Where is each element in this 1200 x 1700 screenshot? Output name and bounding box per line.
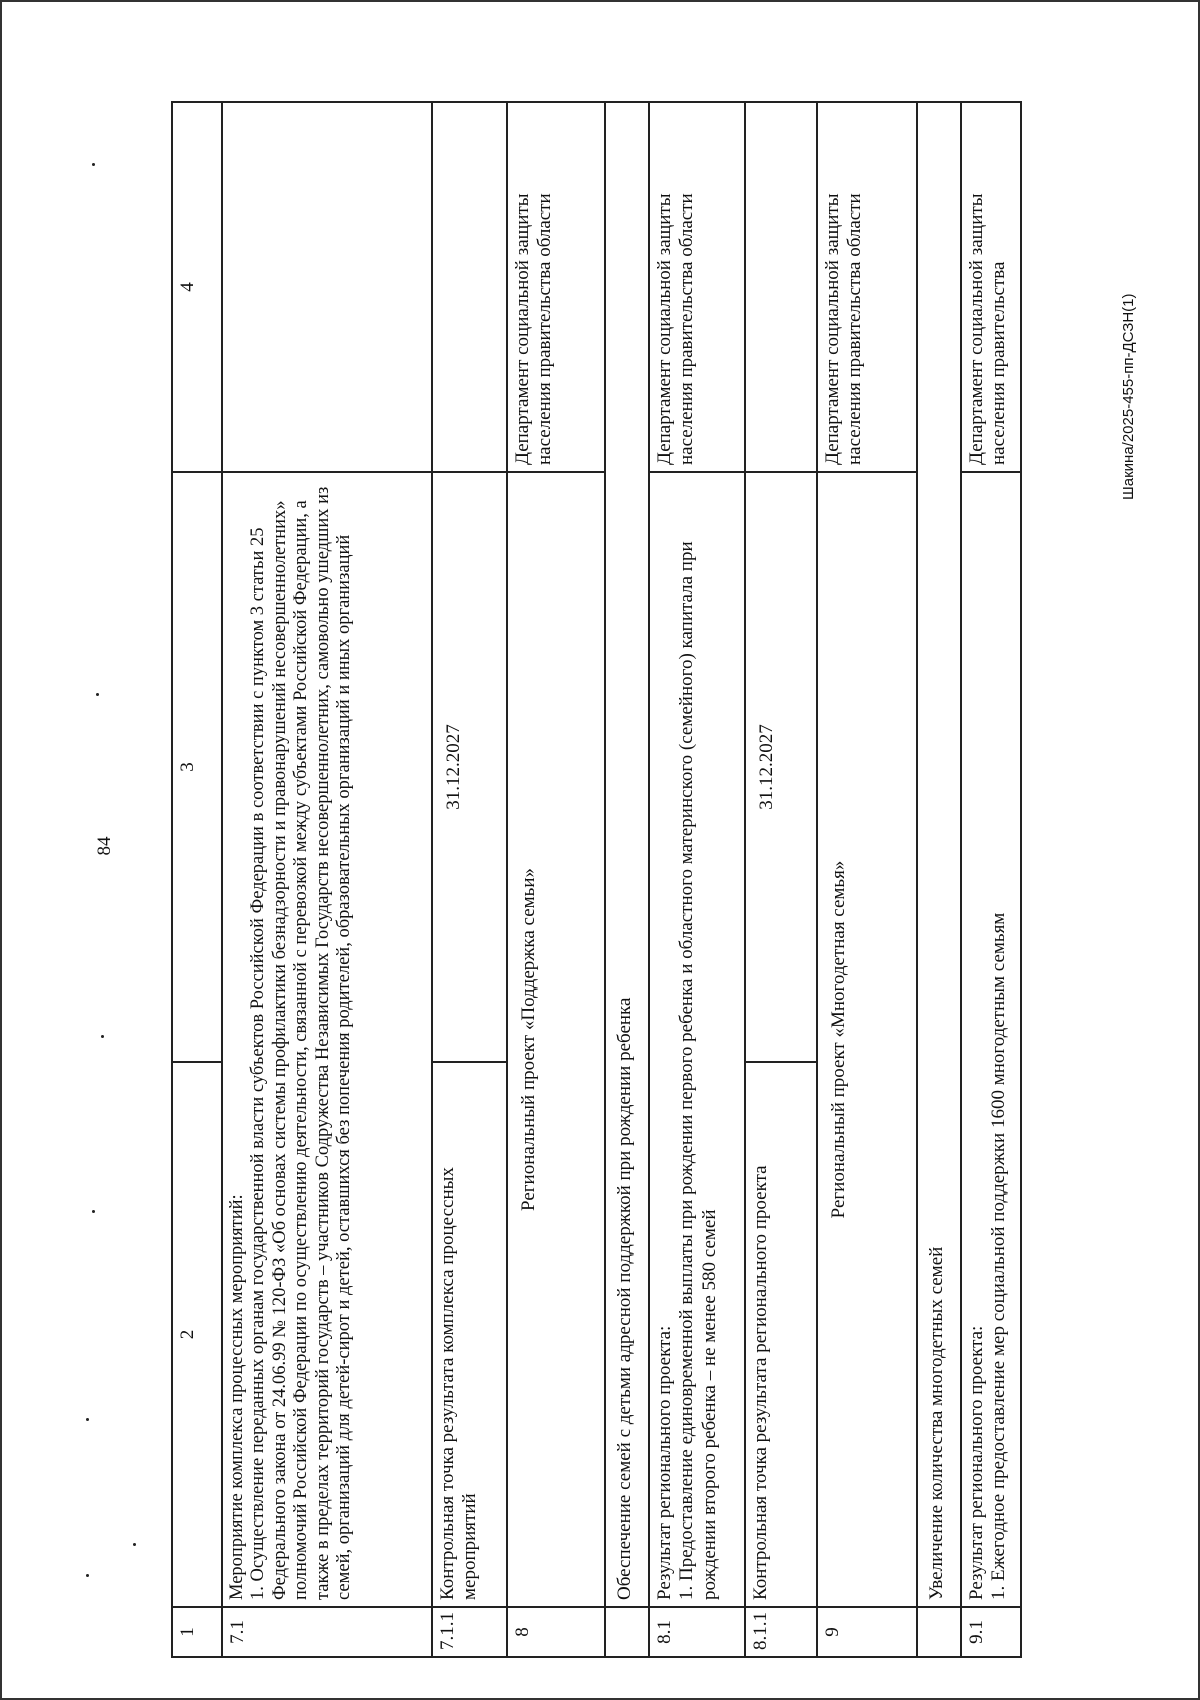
measures-table — [171, 101, 1022, 1658]
row-project: Региональный проект «Многодетная семья» — [817, 472, 917, 1607]
column-header: 3 — [172, 472, 222, 1062]
table-header-row — [172, 102, 222, 1657]
row-number: 8 — [507, 1607, 605, 1657]
scan-speck — [133, 1543, 136, 1546]
row-responsible: Департамент социальной защиты населения правительства — [961, 102, 1021, 472]
row-number: 8.1.1 — [745, 1607, 817, 1657]
scan-speck — [92, 163, 95, 166]
row-result: Результат регионального проекта: 1. Предоставление единовременной выплаты при рождении первого ребенка и областного материнского (семейного) капитала при рождении второго ребенка – не менее 580 семей — [649, 472, 745, 1607]
section-title: Обеспечение семей с детьми адресной поддержкой при рождении ребенка — [605, 102, 649, 1607]
row-number: 9 — [817, 1607, 917, 1657]
column-header: 1 — [172, 1607, 222, 1657]
row-result: Результат регионального проекта: 1. Ежегодное предоставление мер социальной поддержки 1600 многодетным семьям — [961, 472, 1021, 1607]
table-row — [222, 102, 432, 1657]
row-date: 31.12.2027 — [745, 472, 817, 1062]
row-task: Контрольная точка результата регионального проекта — [745, 1062, 817, 1607]
table-row — [432, 102, 507, 1657]
row-date: 31.12.2027 — [432, 472, 507, 1062]
table-row — [649, 102, 745, 1657]
row-number — [917, 1607, 961, 1657]
row-number: 7.1 — [222, 1607, 432, 1657]
scan-speck — [96, 693, 99, 696]
row-number: 7.1.1 — [432, 1607, 507, 1657]
row-number: 9.1 — [961, 1607, 1021, 1657]
document-code: Шакина/2025-455-пп-ДСЗН(1) — [1120, 293, 1137, 500]
table-row — [817, 102, 917, 1657]
table-section-row — [917, 102, 961, 1657]
row-responsible — [222, 102, 432, 472]
row-responsible — [745, 102, 817, 472]
row-responsible — [432, 102, 507, 472]
table-row — [961, 102, 1021, 1657]
scan-speck — [86, 1574, 89, 1577]
table-row — [745, 102, 817, 1657]
page-number: 84 — [94, 836, 115, 856]
row-project: Региональный проект «Поддержка семьи» — [507, 472, 605, 1607]
row-task: Мероприятие комплекса процессных мероприятий: 1. Осуществление переданных органам государственной власти субъектов Российской Федерации в соответствии с пунктом 3 статьи 25 Федерального закона от 24.06.99 № 120-ФЗ «Об основах системы профилактики безнадзорности и правонарушений несовершеннолетних» полномочий Российской Федерации по осуществлению деятельности, связанной с перевозкой между субъектами Российской Федерации, а также в пределах территорий государств – участников Содружества Независимых Государств несовершеннолетних, самовольно ушедших из семей, организаций для детей-сирот и детей, оставшихся без попечения родителей, образовательных организаций и иных организаций — [222, 472, 432, 1607]
scan-speck — [86, 1418, 89, 1421]
row-responsible: Департамент социальной защиты населения правительства области — [507, 102, 605, 472]
scan-speck — [92, 1210, 95, 1213]
table-row — [507, 102, 605, 1657]
row-number — [605, 1607, 649, 1657]
row-task: Контрольная точка результата комплекса процессных мероприятий — [432, 1062, 507, 1607]
table-section-row — [605, 102, 649, 1657]
row-responsible: Департамент социальной защиты населения правительства области — [649, 102, 745, 472]
row-responsible: Департамент социальной защиты населения правительства области — [817, 102, 917, 472]
table-rotated-wrapper — [171, 103, 1085, 1658]
column-header: 4 — [172, 102, 222, 472]
section-title: Увеличение количества многодетных семей — [917, 102, 961, 1607]
column-header: 2 — [172, 1062, 222, 1607]
row-number: 8.1 — [649, 1607, 745, 1657]
scan-speck — [101, 1035, 104, 1038]
